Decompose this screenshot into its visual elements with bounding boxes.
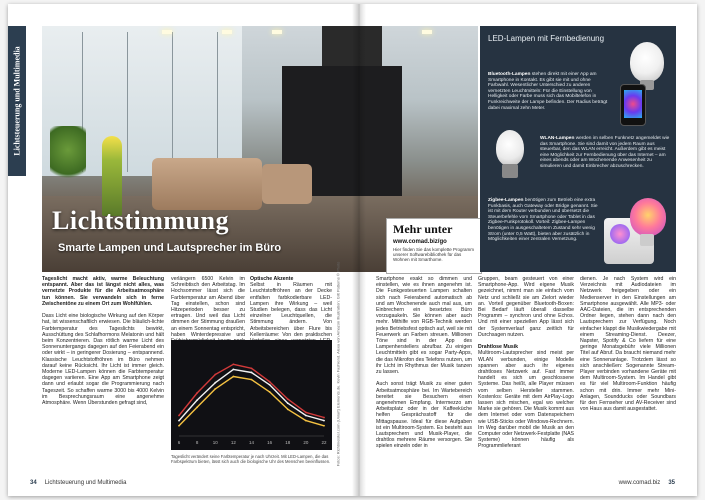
more-info-box xyxy=(386,218,482,274)
sidebar-bluetooth xyxy=(488,72,612,111)
chart-x-tick-label: 18 xyxy=(285,440,291,445)
chart-svg xyxy=(171,340,332,450)
article-column-2 xyxy=(171,276,245,338)
chart-x-tick-label: 16 xyxy=(267,440,273,445)
wlan-text: werden im selben Funknetz angemeldet wie das Smartphone. Sie sind damit von jedem Raum aus steuerbar, den das WLAN erreicht. Außerdem gibt es meist eine Möglichkeit zur Fernbedienung über das Internet – am eines abends oder am Wochenende Anwesenheit zu simulieren und damit Einbrecher abzuschrecken. xyxy=(540,136,670,169)
chart-point xyxy=(323,417,325,419)
more-info-link[interactable]: www.comad.biz/go xyxy=(393,239,447,245)
subhead-optische-akzente: Optische Akzente xyxy=(250,276,294,282)
chart-x-tick-label: 8 xyxy=(195,440,199,445)
article-body-4: Smartphone exakt so dimmen und einstellen, wie es ihnen angenehm ist. Die Funkgesteuerten Lampen schalten sich nach Feierabend automatisch ab und am Wochenende auch mal aus, um Einbrechern ein besetztes Büro vorzugaukeln. Sie können aber auch mehr. Mithilfe von RGB-Technik werden jedes Betriebsfest optisch auf, weil sie mit Feuerwerk an Farben streuen. Millionen Töne sind in der App des Lampenherstellers abrufbar. Zu einigen Leuchtmitteln gibt es sogar Party-Apps, die das Mikrofon des Telefons nutzen, um ihr Licht im Rhythmus der Musik tanzen zu lassen. xyxy=(376,276,473,376)
bluetooth-text: stehen direkt mit einer App am Smartphone in Kontakt. Es gibt sie mit und ohne Farbwahl. Wesentlicher Unterschied zu anderen vernetzten Leuchtmitteln: Für die Einstellung von Helligkeit oder Farbe muss sich das Mobiltelefon in Funkreichweite der Lampe befinden. Der Radius beträgt dabei maximal zehn Meter. xyxy=(488,72,608,111)
chart-point xyxy=(196,406,198,408)
chart-point xyxy=(178,425,180,427)
chart-point xyxy=(323,420,325,422)
page-subtitle: Smarte Lampen und Lautsprecher im Büro xyxy=(58,242,282,254)
article-body-6: dienen. Je nach System wird ein Verzeichnis mit Audiodateien im Netzwerk freigegeben oder ein Medienserver in den Einstellungen am Smartphone ausgewählt. Alle MP3- oder AAC-Dateien, die im entsprechenden Ordner liegen, stehen dann nach den Lautsprechern zur Verfügung. Noch einfacher klappt die Musikwiedergabe mit einem Streaming-Dienst. Deezer, Napster, Spotify & Co liefern für eine geringe Monatsgebühr viele Millionen Titel auf Abruf. Da braucht niemand mehr eine Sonnenanlage. Trotzdem lässt so sich anschließen: Sogenannte Stream-Player verbinden vorhandene Geräte mit dem Multiroom-System. Im Handel gibt es für viel Multiroom-Funktion häufig schon mit drin. Immer mehr Mini-Anlagen, Soundducks oder Soundbars für den Fernseher und AV-Receiver sind von Haus aus damit ausgestattet. xyxy=(580,276,676,413)
article-body-1: Dass Licht eine biologische Wirkung auf den Körper hat, ist wissenschaftlich erwiesen. Die bläulich-lichte Farbtemperatur des Tageslichts bewirkt, Ausschüttung des Schlafhormons Melatonin und hält beim Konzentrieren. Das rötlich warme Licht des Sonnenuntergangs dagegen auf den Feierabend ein oder wirkt – in geringerer Dosierung – entspannend. Klassische Leuchtstoffröhren im Büro nehmen darauf keine Rücksicht. Ihr Licht ist immer gleich. Moderne LED-Lampen können die Farbtemperatur dagegen variieren. Eine App am Smartphone zeigt dann und erlaubt sogar die Programmierung nach Tageszeit. So schaffen warme 3000 bis 4000 Kelvin im Besprechungsraum eine angenehme Atmosphäre. Wenn Überstunden gefragt sind, xyxy=(42,313,164,407)
footer-left xyxy=(30,480,126,486)
page-title: Lichtstimmung xyxy=(52,206,229,235)
article-body-5: Gruppen, beam gesteuert von einer Smartphone-App. Wird eigene Musik gezeichnet, nimmt man sie einfach vom Netz und schließt sie am Zielort wieder an. Vorteil gegenüber Bluetooth-Boxen: Bei Bedarf läuft überall dasselbe Programm – synchron und ohne Echos. Und mit einer speziellen App lässt sich der Systemverlauf ganz zeitlich für Durchsagen nutzen. xyxy=(478,276,574,338)
article-column-1 xyxy=(42,276,164,472)
chart-point xyxy=(214,388,216,390)
chart-x-tick-label: 10 xyxy=(212,440,218,445)
chart-point xyxy=(232,363,234,365)
phone-image xyxy=(620,84,646,126)
chart-x-tick-label: 12 xyxy=(230,440,236,445)
wlan-label: WLAN-Lampen xyxy=(540,136,575,141)
more-info-heading: Mehr unter xyxy=(393,222,453,236)
section-side-tab xyxy=(8,26,26,176)
chart-point xyxy=(323,425,325,427)
chart-point xyxy=(287,402,289,404)
article-body-3: Selbst in Räumen mit Leuchtstoffröhren an der Decke entfalten farbkodierbare LED-Lampen ihre Wirkung – weil Studien belegen, dass das Licht einzelner Leuchtquellen, die Stimmung ändern. Von Arbeitsbereichen über Flure bis Kellerräume: Von den praktischen xyxy=(250,282,332,338)
footer-right xyxy=(619,480,675,486)
chart-point xyxy=(214,382,216,384)
sidebar-wlan xyxy=(540,136,670,170)
chart-point xyxy=(196,392,198,394)
chart-point xyxy=(287,408,289,410)
chart-point xyxy=(178,420,180,422)
sidebar-zigbee xyxy=(488,198,600,243)
chart-caption: Tageslicht verändert seine Farbtemperatur je nach Uhrzeit. Mit LED-Lampen, die das Farbspektrum bieten, lässt sich auch die biologische Uhr des Menschen beeinflussen. xyxy=(171,454,331,464)
article-column-6 xyxy=(580,276,676,472)
section-tab-label: Lichtsteuerung und Multimedia xyxy=(12,46,22,156)
chart-point xyxy=(196,399,198,401)
chart-x-tick-label: 22 xyxy=(321,440,327,445)
zigbee-label: Zigbee-Lampen xyxy=(488,198,524,203)
wlan-bulb-image xyxy=(496,130,524,166)
chart-point xyxy=(232,376,234,378)
article-body-2: verlängern 6500 Kelvin im Schreibtisch den Arbeitstag. Im Hochsommer lässt sich die Farbtemperatur am Abend über Tag einstellen, schon sind Hitzeperioden besser zu ertragen. Und weil das Licht dimmen der Stimmung draußen an einem Sonnentag entspricht, haben Winterdepressive und xyxy=(171,276,245,338)
photo-credit xyxy=(334,261,342,467)
chart-point xyxy=(251,367,253,369)
zigbee-text: benötigen zum Betrieb eine extra Funkbasis, auch Gateway oder Bridge genannt. Sie ist mit dem Router verbunden und übersetzt die Steuerbefehle vom Smartphone oder Tablet in das Zigbee-Funkprotokoll. Vorteil: Zigbee-Lampen benötigen in ausgeschaltetem Zustand sehr wenig Strom (unter 0,5 Watt), bieten aber zusätzlich in Möglichkeiten einer zentralen Vernetzung. xyxy=(488,198,598,243)
chart-x-tick-label: 20 xyxy=(303,440,309,445)
photo-credit-text: Fotos: Richtmeister.com (Uniart) Elements.de. Kevin Fashlend. Alexa von Amazon Illustration: Gilt Patterns © Photo xyxy=(335,261,341,467)
chart-point xyxy=(305,415,307,417)
article-column-3 xyxy=(250,276,332,338)
footer-url[interactable]: www.comad.biz xyxy=(618,480,661,486)
footer-section: Lichtsteuerung und Multimedia xyxy=(44,480,127,486)
article-body-5b: Multiroom-Lautsprecher sind meist per WLAN verbunden, einige Modelle spannen aber auch ihr eigenes drahtloses Netzwerk auf. Fast immer handelt es sich um geschlossene Systeme. Das heißt, alle Player müssen vom selben Hersteller stammen. Kostenlos: Geräte mit dem AirPlay-Logo lassen sich mischen, egal wo welcher Marke sie gehören. Die Musik kommt aus dem Internet oder vom Datenspeichern wie USB-Sticks oder Windows-Rechnern. Im Weg darüber mobil die Musik an den Computer oder Netzwerk-Festplatte (NAS Systeme) können häufig als Programmlieferant xyxy=(478,350,575,450)
chart-point xyxy=(269,391,271,393)
chart-point xyxy=(251,379,253,381)
chart-x-tick-label: 14 xyxy=(248,440,255,445)
page-number-right: 35 xyxy=(668,480,675,486)
chart-point xyxy=(214,374,216,376)
led-sidebar xyxy=(480,26,676,272)
chart-point xyxy=(287,398,289,400)
subhead-drahtlose-musik: Drahtlose Musik xyxy=(478,344,519,351)
bluetooth-label: Bluetooth-Lampen xyxy=(488,72,531,77)
bluetooth-bulb-image xyxy=(630,42,664,82)
chart-point xyxy=(305,412,307,414)
chart-x-tick-label: 6 xyxy=(177,440,181,445)
article-column-5 xyxy=(478,276,574,472)
more-info-desc: Hier finden Sie das komplette Programm unserer Softwarebibliothek für das Wohnen mit Smarthome. xyxy=(393,247,475,262)
color-temperature-chart xyxy=(171,340,332,450)
article-lead: Tageslicht macht aktiv, warme Beleuchtung entspannt. Aber das ist längst nicht alles, was vernetzte Produkte für die Arbeitsatmosphäre tun können. Sie verwandeln sich in ferne Zwischentöne zu einem Ort zum Wohlfühlen. xyxy=(42,276,164,307)
chart-point xyxy=(251,372,253,374)
magazine-spread xyxy=(8,4,697,496)
sidebar-title: LED-Lampen mit Fernbedienung xyxy=(488,34,605,43)
chart-point xyxy=(232,368,234,370)
article-body-4b: Auch sonst trägt Musik zu einer guten Arbeitsatmosphäre bei. Im Wartebereich bereitet sie Besuchern einen angenehmen Empfang. Intermezzo am Arbeitsplatz oder in der Kaffeeküche helfen Gesprächsstoff für die Mittagspause. Ideal für diese Aufgaben ist ein Multiroom-System. Es besteht aus Lautsprechern und Musik-Player, die drahtlos mehrere Räume versorgen. Sie spielen einzeln oder in xyxy=(376,381,472,450)
chart-point xyxy=(178,415,180,417)
zigbee-bulb-image xyxy=(630,198,666,236)
sofa-image xyxy=(152,158,262,210)
spine-gutter xyxy=(352,4,366,496)
chart-point xyxy=(305,420,307,422)
article-column-4 xyxy=(376,276,472,472)
chart-point xyxy=(269,384,271,386)
chart-point xyxy=(269,381,271,383)
page-number-left: 34 xyxy=(30,480,37,486)
